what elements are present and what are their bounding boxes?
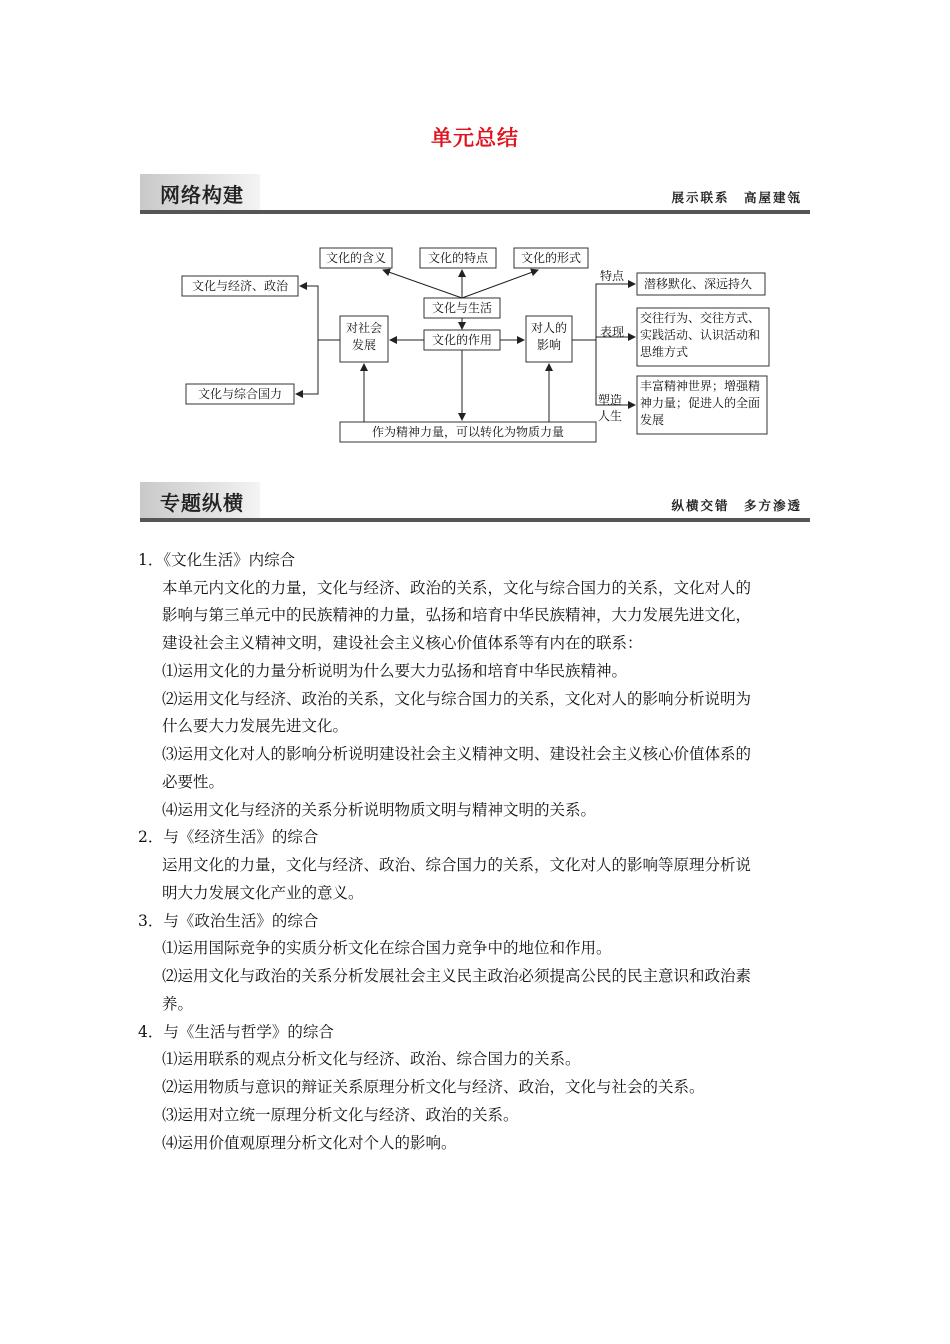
- section-motto: 纵横交错 多方渗透: [671, 498, 802, 513]
- heading-2: 2．与《经济生活》的综合: [138, 828, 319, 846]
- list-item: ⑵运用文化与经济、政治的关系，文化与综合国力的关系，文化对人的影响分析说明为: [162, 690, 752, 708]
- list-item: ⑷运用价值观原理分析文化对个人的影响。: [162, 1134, 457, 1152]
- list-item: ⑶运用文化对人的影响分析说明建设社会主义精神文明、建设社会主义核心价值体系的: [162, 745, 752, 763]
- list-item: ⑴运用国际竞争的实质分析文化在综合国力竞争中的地位和作用。: [162, 939, 612, 957]
- list-item: ⑷运用文化与经济的关系分析说明物质文明与精神文明的关系。: [162, 801, 597, 819]
- heading-4: 4．与《生活与哲学》的综合: [138, 1023, 334, 1041]
- text-culture-features: 文化的特点: [427, 251, 489, 265]
- text-society-dev: 对社会发展: [345, 321, 382, 352]
- list-item-cont: 什么要大力发展先进文化。: [162, 717, 349, 735]
- text-econ-politics: 文化与经济、政治: [191, 279, 289, 293]
- text-culture-life: 文化与生活: [431, 301, 493, 315]
- paragraph-line: 运用文化的力量，文化与经济、政治、综合国力的关系，文化对人的影响等原理分析说: [162, 856, 752, 874]
- text-right-3: 丰富精神世界；增强精神力量；促进人的全面发展: [640, 379, 761, 427]
- paragraph-line: 影响与第三单元中的民族精神的力量，弘扬和培育中华民族精神，大力发展先进文化，: [162, 606, 752, 624]
- text-person-influence: 对人的影响: [530, 321, 567, 352]
- text-culture-forms: 文化的形式: [520, 251, 582, 265]
- section-header-network: [140, 172, 810, 216]
- list-item-cont: 必要性。: [162, 773, 225, 791]
- paragraph-line: 本单元内文化的力量，文化与经济、政治的关系，文化与综合国力的关系，文化对人的: [162, 579, 752, 597]
- section-motto: 展示联系 高屋建瓴: [671, 190, 802, 205]
- list-item: ⑶运用对立统一原理分析文化与经济、政治的关系。: [162, 1106, 519, 1124]
- list-item: ⑵运用文化与政治的关系分析发展社会主义民主政治必须提高公民的民主意识和政治素: [162, 967, 752, 985]
- list-item: ⑵运用物质与意识的辩证关系原理分析文化与经济、政治，文化与社会的关系。: [162, 1078, 705, 1096]
- text-bottom-force: 作为精神力量，可以转化为物质力量: [371, 425, 565, 439]
- section-header-topics: [140, 480, 810, 524]
- section-title: 专题纵横: [160, 491, 244, 515]
- section-title: 网络构建: [160, 183, 244, 207]
- text-right-2: 交往行为、交往方式、实践活动、认识活动和思维方式: [640, 311, 761, 359]
- list-item: ⑴运用联系的观点分析文化与经济、政治、综合国力的关系。: [162, 1050, 581, 1068]
- list-item: ⑴运用文化的力量分析说明为什么要大力弘扬和培育中华民族精神。: [162, 662, 628, 680]
- section-rule: [140, 518, 810, 522]
- heading-1: 1．《文化生活》内综合: [138, 551, 296, 569]
- text-national-power: 文化与综合国力: [197, 387, 283, 401]
- text-right-1: 潜移默化、深远持久: [644, 277, 753, 291]
- label-expression: 表现: [600, 325, 625, 339]
- paragraph-line: 建设社会主义精神文明，建设社会主义核心价值体系等有内在的联系：: [162, 634, 643, 652]
- heading-3: 3．与《政治生活》的综合: [138, 912, 319, 930]
- label-features: 特点: [600, 269, 625, 283]
- list-item-cont: 养。: [162, 995, 194, 1013]
- text-culture-role: 文化的作用: [431, 333, 493, 347]
- label-shape: 塑造人生: [598, 393, 623, 423]
- text-culture-meaning: 文化的含义: [325, 251, 387, 265]
- concept-diagram: [178, 240, 778, 450]
- section-rule: [140, 210, 810, 214]
- paragraph-line: 明大力发展文化产业的意义。: [162, 884, 364, 902]
- page-title: 单元总结: [431, 126, 519, 150]
